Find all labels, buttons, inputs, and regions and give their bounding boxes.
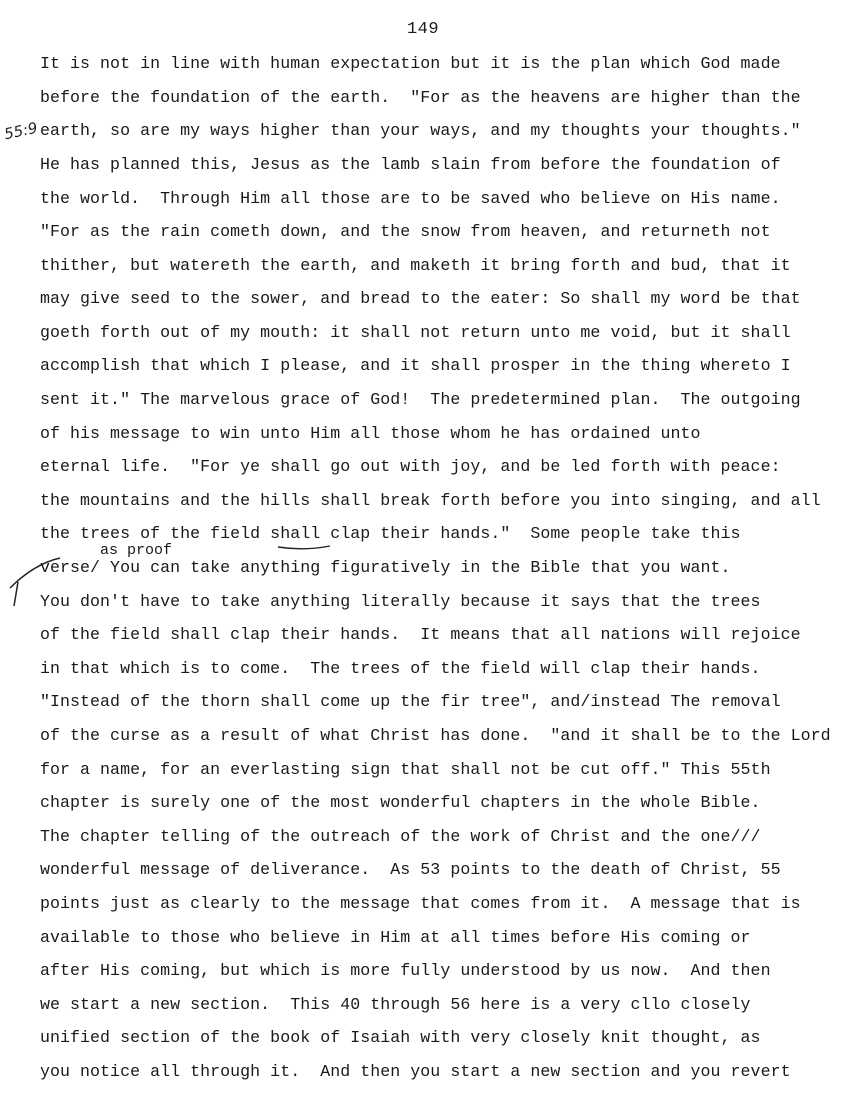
text-line: you notice all through it. And then you start a new section and you revert — [40, 1062, 791, 1081]
text-line: of the curse as a result of what Christ has done. "and it shall be to the Lord — [40, 726, 831, 745]
text-line: goeth forth out of my mouth: it shall not return unto me void, but it shall — [40, 323, 791, 342]
text-line: available to those who believe in Him at all times before His coming or — [40, 928, 751, 947]
text-line: eternal life. "For ye shall go out with joy, and be led forth with peace: — [40, 457, 781, 476]
text-line: He has planned this, Jesus as the lamb slain from before the foundation of — [40, 155, 781, 174]
text-line: we start a new section. This 40 through 56 here is a very cllo closely — [40, 995, 751, 1014]
text-line: "Instead of the thorn shall come up the fir tree", and/instead The removal — [40, 692, 781, 711]
text-line: the world. Through Him all those are to be saved who believe on His name. — [40, 189, 781, 208]
text-line: may give seed to the sower, and bread to the eater: So shall my word be that — [40, 289, 801, 308]
text-line: It is not in line with human expectation but it is the plan which God made — [40, 54, 781, 73]
text-line: "For as the rain cometh down, and the snow from heaven, and returneth not — [40, 222, 771, 241]
margin-verse-reference: 55:9 — [2, 118, 40, 144]
text-line: for a name, for an everlasting sign that shall not be cut off." This 55th — [40, 760, 771, 779]
text-line: unified section of the book of Isaiah with very closely knit thought, as — [40, 1028, 761, 1047]
text-line: the trees of the field shall clap their hands." Some people take this — [40, 524, 741, 543]
text-line: in that which is to come. The trees of the field will clap their hands. — [40, 659, 761, 678]
text-line: You don't have to take anything literally because it says that the trees — [40, 592, 761, 611]
text-line: of his message to win unto Him all those whom he has ordained unto — [40, 424, 701, 443]
text-line: sent it." The marvelous grace of God! The predetermined plan. The outgoing — [40, 390, 801, 409]
insert-note: as proof — [100, 542, 173, 559]
text-line: points just as clearly to the message that comes from it. A message that is — [40, 894, 801, 913]
text-line: of the field shall clap their hands. It means that all nations will rejoice — [40, 625, 801, 644]
text-line: the mountains and the hills shall break forth before you into singing, and all — [40, 491, 821, 510]
text-line: wonderful message of deliverance. As 53 points to the death of Christ, 55 — [40, 860, 781, 879]
page-number: 149 — [406, 20, 440, 39]
text-line: earth, so are my ways higher than your ways, and my thoughts your thoughts." — [40, 121, 801, 140]
text-line: chapter is surely one of the most wonderful chapters in the whole Bible. — [40, 793, 761, 812]
text-line: thither, but watereth the earth, and maketh it bring forth and bud, that it — [40, 256, 791, 275]
text-line: The chapter telling of the outreach of the work of Christ and the one/// — [40, 827, 761, 846]
text-line: before the foundation of the earth. "For as the heavens are higher than the — [40, 88, 801, 107]
underline-mark-icon — [276, 543, 336, 553]
text-line: accomplish that which I please, and it shall prosper in the thing whereto I — [40, 356, 791, 375]
text-line: verse/ You can take anything figuratively in the Bible that you want. — [40, 558, 731, 577]
text-line: after His coming, but which is more fully understood by us now. And then — [40, 961, 771, 980]
